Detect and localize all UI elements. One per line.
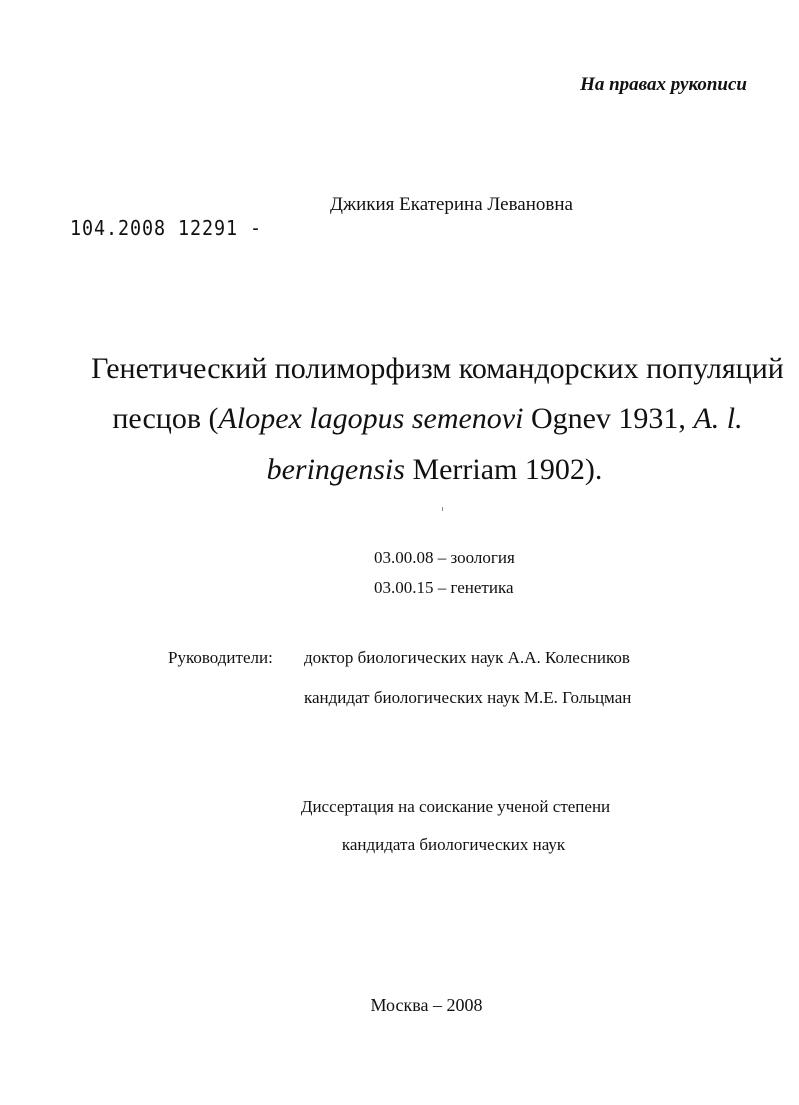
supervisor-entry: кандидат биологических наук М.Е. Гольцман: [304, 688, 632, 707]
supervisors-label: Руководители:: [168, 648, 273, 667]
degree-purpose-line-1: Диссертация на соискание ученой степени: [300, 797, 611, 816]
scan-speck: [442, 507, 443, 511]
title-line-1: Генетический полиморфизм командорских популяций: [91, 352, 784, 385]
city-year: Москва – 2008: [370, 995, 483, 1015]
species-name-2: beringensis: [266, 453, 405, 486]
title-line-2: [28, 402, 799, 436]
title-prefix: песцов (: [112, 402, 219, 435]
species-author-1: Ognev 1931,: [523, 402, 694, 435]
supervisor-entry: доктор биологических наук А.А. Колесников: [304, 648, 630, 667]
species-name-1: Alopex lagopus semenovi: [218, 402, 524, 435]
specialty-code: 03.00.08 – зоология: [374, 548, 515, 567]
title-line-3: [35, 453, 799, 487]
degree-purpose-line-2: кандидата биологических наук: [341, 835, 566, 854]
author-name: Джикия Екатерина Левановна: [330, 194, 573, 215]
species-abbr-2: A. l.: [693, 402, 743, 435]
rights-notice: На правах рукописи: [580, 74, 747, 95]
species-author-2: Merriam 1902).: [404, 453, 603, 486]
specialty-code: 03.00.15 – генетика: [374, 578, 514, 597]
registry-stamp: 104.2008 12291 -: [70, 216, 262, 240]
